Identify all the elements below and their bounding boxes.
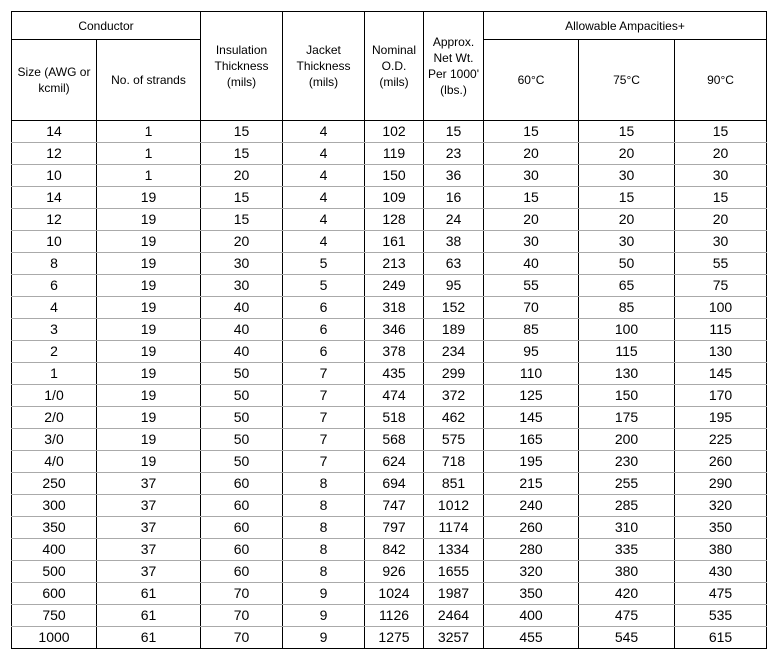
jacket-cell: 7 <box>283 451 365 473</box>
amp-60-cell: 30 <box>484 231 579 253</box>
weight-cell: 462 <box>424 407 484 429</box>
amp-90-cell: 75 <box>675 275 767 297</box>
weight-cell: 575 <box>424 429 484 451</box>
size-cell: 750 <box>12 605 97 627</box>
amp-60-cell: 55 <box>484 275 579 297</box>
strands-cell: 19 <box>97 187 201 209</box>
amp-60-cell: 20 <box>484 209 579 231</box>
amp-75-cell: 310 <box>579 517 675 539</box>
amp-75-cell: 65 <box>579 275 675 297</box>
od-cell: 213 <box>365 253 424 275</box>
weight-cell: 23 <box>424 143 484 165</box>
size-cell: 10 <box>12 165 97 187</box>
od-cell: 318 <box>365 297 424 319</box>
amp-90-cell: 260 <box>675 451 767 473</box>
amp-90-cell: 225 <box>675 429 767 451</box>
strands-cell: 19 <box>97 385 201 407</box>
amp-60-cell: 95 <box>484 341 579 363</box>
od-cell: 842 <box>365 539 424 561</box>
amp-60-cell: 20 <box>484 143 579 165</box>
insulation-cell: 15 <box>201 143 283 165</box>
od-cell: 128 <box>365 209 424 231</box>
strands-cell: 19 <box>97 297 201 319</box>
amp-75-cell: 15 <box>579 187 675 209</box>
amp-90-cell: 115 <box>675 319 767 341</box>
od-cell: 435 <box>365 363 424 385</box>
od-cell: 249 <box>365 275 424 297</box>
insulation-cell: 70 <box>201 605 283 627</box>
insulation-cell: 40 <box>201 341 283 363</box>
jacket-cell: 9 <box>283 627 365 649</box>
table-row <box>12 539 767 561</box>
jacket-cell: 7 <box>283 407 365 429</box>
size-cell: 14 <box>12 121 97 143</box>
od-cell: 161 <box>365 231 424 253</box>
insulation-cell: 50 <box>201 385 283 407</box>
table-row <box>12 253 767 275</box>
table-row <box>12 187 767 209</box>
header-conductor: Conductor <box>12 12 201 40</box>
amp-90-cell: 20 <box>675 143 767 165</box>
table-row <box>12 385 767 407</box>
jacket-cell: 8 <box>283 539 365 561</box>
weight-cell: 38 <box>424 231 484 253</box>
weight-cell: 1655 <box>424 561 484 583</box>
amp-75-cell: 420 <box>579 583 675 605</box>
header-size: Size (AWG or kcmil) <box>12 40 97 121</box>
header-allowable-ampacities: Allowable Ampacities+ <box>484 12 767 40</box>
jacket-cell: 8 <box>283 495 365 517</box>
weight-cell: 234 <box>424 341 484 363</box>
size-cell: 6 <box>12 275 97 297</box>
insulation-cell: 40 <box>201 319 283 341</box>
amp-90-cell: 615 <box>675 627 767 649</box>
insulation-cell: 60 <box>201 517 283 539</box>
table-row <box>12 319 767 341</box>
amp-90-cell: 15 <box>675 121 767 143</box>
table-row <box>12 561 767 583</box>
table-row <box>12 275 767 297</box>
od-cell: 624 <box>365 451 424 473</box>
jacket-cell: 4 <box>283 121 365 143</box>
size-cell: 1 <box>12 363 97 385</box>
jacket-cell: 9 <box>283 583 365 605</box>
amp-75-cell: 100 <box>579 319 675 341</box>
strands-cell: 37 <box>97 473 201 495</box>
weight-cell: 851 <box>424 473 484 495</box>
size-cell: 3/0 <box>12 429 97 451</box>
amp-75-cell: 150 <box>579 385 675 407</box>
weight-cell: 24 <box>424 209 484 231</box>
amp-90-cell: 100 <box>675 297 767 319</box>
strands-cell: 37 <box>97 539 201 561</box>
amp-90-cell: 15 <box>675 187 767 209</box>
size-cell: 8 <box>12 253 97 275</box>
strands-cell: 61 <box>97 605 201 627</box>
jacket-cell: 8 <box>283 517 365 539</box>
amp-90-cell: 290 <box>675 473 767 495</box>
amp-60-cell: 320 <box>484 561 579 583</box>
amp-60-cell: 70 <box>484 297 579 319</box>
weight-cell: 299 <box>424 363 484 385</box>
insulation-cell: 50 <box>201 429 283 451</box>
weight-cell: 1174 <box>424 517 484 539</box>
table-row <box>12 297 767 319</box>
size-cell: 350 <box>12 517 97 539</box>
amp-60-cell: 240 <box>484 495 579 517</box>
strands-cell: 37 <box>97 561 201 583</box>
amp-75-cell: 50 <box>579 253 675 275</box>
amp-75-cell: 255 <box>579 473 675 495</box>
amp-75-cell: 230 <box>579 451 675 473</box>
amp-75-cell: 30 <box>579 165 675 187</box>
amp-60-cell: 455 <box>484 627 579 649</box>
od-cell: 119 <box>365 143 424 165</box>
od-cell: 1126 <box>365 605 424 627</box>
table-row <box>12 231 767 253</box>
amp-60-cell: 85 <box>484 319 579 341</box>
amp-90-cell: 430 <box>675 561 767 583</box>
weight-cell: 189 <box>424 319 484 341</box>
weight-cell: 1012 <box>424 495 484 517</box>
strands-cell: 1 <box>97 143 201 165</box>
od-cell: 1275 <box>365 627 424 649</box>
amp-60-cell: 195 <box>484 451 579 473</box>
weight-cell: 95 <box>424 275 484 297</box>
jacket-cell: 6 <box>283 297 365 319</box>
jacket-cell: 8 <box>283 561 365 583</box>
insulation-cell: 70 <box>201 583 283 605</box>
od-cell: 1024 <box>365 583 424 605</box>
table-row <box>12 583 767 605</box>
strands-cell: 19 <box>97 451 201 473</box>
insulation-cell: 15 <box>201 209 283 231</box>
table-row <box>12 627 767 649</box>
strands-cell: 19 <box>97 231 201 253</box>
strands-cell: 19 <box>97 341 201 363</box>
weight-cell: 16 <box>424 187 484 209</box>
amp-75-cell: 130 <box>579 363 675 385</box>
amp-75-cell: 175 <box>579 407 675 429</box>
insulation-cell: 15 <box>201 121 283 143</box>
amp-75-cell: 85 <box>579 297 675 319</box>
insulation-cell: 40 <box>201 297 283 319</box>
size-cell: 400 <box>12 539 97 561</box>
header-60c: 60°C <box>484 40 579 121</box>
table-row <box>12 209 767 231</box>
size-cell: 500 <box>12 561 97 583</box>
strands-cell: 19 <box>97 253 201 275</box>
strands-cell: 37 <box>97 495 201 517</box>
table-row <box>12 495 767 517</box>
amp-75-cell: 475 <box>579 605 675 627</box>
amp-60-cell: 30 <box>484 165 579 187</box>
jacket-cell: 4 <box>283 143 365 165</box>
size-cell: 12 <box>12 143 97 165</box>
weight-cell: 2464 <box>424 605 484 627</box>
insulation-cell: 50 <box>201 363 283 385</box>
weight-cell: 372 <box>424 385 484 407</box>
od-cell: 474 <box>365 385 424 407</box>
od-cell: 926 <box>365 561 424 583</box>
amp-75-cell: 20 <box>579 209 675 231</box>
strands-cell: 61 <box>97 627 201 649</box>
amp-60-cell: 260 <box>484 517 579 539</box>
header-insulation-thickness: Insulation Thickness (mils) <box>201 12 283 121</box>
size-cell: 4/0 <box>12 451 97 473</box>
amp-60-cell: 145 <box>484 407 579 429</box>
weight-cell: 1987 <box>424 583 484 605</box>
strands-cell: 19 <box>97 275 201 297</box>
insulation-cell: 60 <box>201 495 283 517</box>
insulation-cell: 30 <box>201 253 283 275</box>
size-cell: 1000 <box>12 627 97 649</box>
jacket-cell: 7 <box>283 385 365 407</box>
insulation-cell: 60 <box>201 561 283 583</box>
jacket-cell: 4 <box>283 209 365 231</box>
amp-90-cell: 475 <box>675 583 767 605</box>
jacket-cell: 9 <box>283 605 365 627</box>
size-cell: 4 <box>12 297 97 319</box>
amp-90-cell: 130 <box>675 341 767 363</box>
od-cell: 346 <box>365 319 424 341</box>
amp-75-cell: 380 <box>579 561 675 583</box>
jacket-cell: 6 <box>283 341 365 363</box>
strands-cell: 37 <box>97 517 201 539</box>
amp-60-cell: 125 <box>484 385 579 407</box>
size-cell: 3 <box>12 319 97 341</box>
conductor-spec-table <box>11 11 767 649</box>
size-cell: 12 <box>12 209 97 231</box>
amp-75-cell: 335 <box>579 539 675 561</box>
size-cell: 250 <box>12 473 97 495</box>
weight-cell: 63 <box>424 253 484 275</box>
header-jacket-thickness: Jacket Thickness (mils) <box>283 12 365 121</box>
jacket-cell: 6 <box>283 319 365 341</box>
amp-60-cell: 15 <box>484 121 579 143</box>
table-row <box>12 407 767 429</box>
table-row <box>12 143 767 165</box>
size-cell: 1/0 <box>12 385 97 407</box>
od-cell: 797 <box>365 517 424 539</box>
amp-90-cell: 30 <box>675 231 767 253</box>
header-75c: 75°C <box>579 40 675 121</box>
amp-60-cell: 15 <box>484 187 579 209</box>
amp-90-cell: 320 <box>675 495 767 517</box>
size-cell: 600 <box>12 583 97 605</box>
header-90c: 90°C <box>675 40 767 121</box>
strands-cell: 19 <box>97 429 201 451</box>
amp-60-cell: 165 <box>484 429 579 451</box>
od-cell: 747 <box>365 495 424 517</box>
jacket-cell: 5 <box>283 253 365 275</box>
amp-90-cell: 20 <box>675 209 767 231</box>
od-cell: 109 <box>365 187 424 209</box>
insulation-cell: 50 <box>201 451 283 473</box>
od-cell: 694 <box>365 473 424 495</box>
table-row <box>12 363 767 385</box>
amp-60-cell: 400 <box>484 605 579 627</box>
size-cell: 300 <box>12 495 97 517</box>
table-row <box>12 473 767 495</box>
od-cell: 102 <box>365 121 424 143</box>
amp-60-cell: 215 <box>484 473 579 495</box>
weight-cell: 1334 <box>424 539 484 561</box>
amp-90-cell: 350 <box>675 517 767 539</box>
amp-75-cell: 115 <box>579 341 675 363</box>
insulation-cell: 15 <box>201 187 283 209</box>
weight-cell: 15 <box>424 121 484 143</box>
header-net-weight: Approx. Net Wt. Per 1000' (lbs.) <box>424 12 484 121</box>
jacket-cell: 4 <box>283 165 365 187</box>
amp-60-cell: 350 <box>484 583 579 605</box>
jacket-cell: 4 <box>283 187 365 209</box>
insulation-cell: 70 <box>201 627 283 649</box>
amp-75-cell: 545 <box>579 627 675 649</box>
weight-cell: 3257 <box>424 627 484 649</box>
amp-60-cell: 280 <box>484 539 579 561</box>
amp-75-cell: 200 <box>579 429 675 451</box>
strands-cell: 1 <box>97 165 201 187</box>
insulation-cell: 20 <box>201 165 283 187</box>
strands-cell: 1 <box>97 121 201 143</box>
table-row <box>12 451 767 473</box>
insulation-cell: 30 <box>201 275 283 297</box>
weight-cell: 152 <box>424 297 484 319</box>
jacket-cell: 7 <box>283 429 365 451</box>
table-row <box>12 429 767 451</box>
insulation-cell: 20 <box>201 231 283 253</box>
amp-75-cell: 285 <box>579 495 675 517</box>
amp-90-cell: 195 <box>675 407 767 429</box>
amp-90-cell: 170 <box>675 385 767 407</box>
amp-90-cell: 55 <box>675 253 767 275</box>
od-cell: 378 <box>365 341 424 363</box>
header-strands: No. of strands <box>97 40 201 121</box>
table-row <box>12 165 767 187</box>
amp-75-cell: 20 <box>579 143 675 165</box>
size-cell: 14 <box>12 187 97 209</box>
size-cell: 10 <box>12 231 97 253</box>
jacket-cell: 8 <box>283 473 365 495</box>
od-cell: 518 <box>365 407 424 429</box>
amp-90-cell: 145 <box>675 363 767 385</box>
strands-cell: 19 <box>97 209 201 231</box>
amp-90-cell: 30 <box>675 165 767 187</box>
size-cell: 2/0 <box>12 407 97 429</box>
strands-cell: 19 <box>97 319 201 341</box>
amp-75-cell: 15 <box>579 121 675 143</box>
jacket-cell: 7 <box>283 363 365 385</box>
od-cell: 150 <box>365 165 424 187</box>
od-cell: 568 <box>365 429 424 451</box>
table-row <box>12 341 767 363</box>
jacket-cell: 4 <box>283 231 365 253</box>
insulation-cell: 50 <box>201 407 283 429</box>
table-row <box>12 605 767 627</box>
amp-75-cell: 30 <box>579 231 675 253</box>
header-nominal-od: Nominal O.D. (mils) <box>365 12 424 121</box>
amp-60-cell: 110 <box>484 363 579 385</box>
amp-60-cell: 40 <box>484 253 579 275</box>
amp-90-cell: 535 <box>675 605 767 627</box>
table-row <box>12 121 767 143</box>
insulation-cell: 60 <box>201 473 283 495</box>
weight-cell: 718 <box>424 451 484 473</box>
insulation-cell: 60 <box>201 539 283 561</box>
jacket-cell: 5 <box>283 275 365 297</box>
amp-90-cell: 380 <box>675 539 767 561</box>
strands-cell: 61 <box>97 583 201 605</box>
strands-cell: 19 <box>97 363 201 385</box>
weight-cell: 36 <box>424 165 484 187</box>
strands-cell: 19 <box>97 407 201 429</box>
table-row <box>12 517 767 539</box>
table-body <box>12 121 767 649</box>
size-cell: 2 <box>12 341 97 363</box>
